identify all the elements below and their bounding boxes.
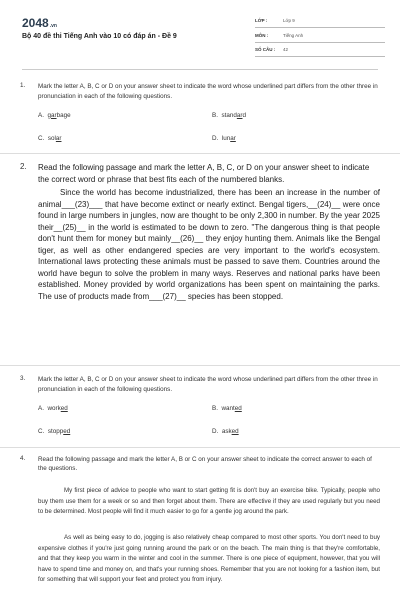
- site-logo[interactable]: 2048.vn: [22, 16, 57, 30]
- question-number: 3.: [20, 375, 26, 382]
- page-header: 2048.vn Bộ 40 đề thi Tiếng Anh vào 10 có đáp án - Đề 9 LỚP : Lớp 9 MÔN : Tiếng Anh SỐ CÂU : 42: [0, 0, 400, 64]
- option-b[interactable]: B. standard: [212, 112, 246, 119]
- option-b[interactable]: B. wanted: [212, 405, 242, 412]
- question-text: Mark the letter A, B, C or D on your answer sheet to indicate the word whose underlined part differs from the other three in pronunciation in each of the following questions.: [38, 376, 378, 393]
- option-a[interactable]: A. worked: [38, 405, 68, 412]
- option-c[interactable]: C. solar: [38, 135, 62, 142]
- option-d[interactable]: D. lunar: [212, 135, 236, 142]
- section-divider: [0, 153, 400, 154]
- option-c[interactable]: C. stopped: [38, 428, 71, 435]
- option-a[interactable]: A. garbage: [38, 112, 71, 119]
- question-number: 2.: [20, 162, 27, 171]
- question-4-paragraph-2: As well as being easy to do, jogging is also relatively cheap compared to most other sports. You don't need to buy expensive clothes if you're just going running around the park or on the beach. The main thing is that they're comfortable, and that they keep you warm in the winter and cool in the summer. There is one piece of equipment, however, that you will have to spend time and money on, and that's your running shoes. Remember that you are not looking for a fashion item, but for something that will support your feet and protect you from injury.: [38, 534, 380, 583]
- section-divider: [0, 365, 400, 366]
- option-d[interactable]: D. asked: [212, 428, 239, 435]
- question-number: 4.: [20, 455, 26, 462]
- question-4-text: Read the following passage and mark the letter A, B or C on your answer sheet to indicate the correct answer to each of the questions.: [38, 456, 372, 472]
- header-divider: [22, 69, 378, 70]
- question-2-text: Read the following passage and mark the letter A, B, C, or D on your answer sheet to indicate the correct word or phrase that best fits each of the numbered blanks.: [38, 163, 370, 184]
- question-4-paragraph-1: My first piece of advice to people who want to start getting fit is don't buy an exercise bike. Typically, people who buy them use them for a week or so and then forget about them. There are effective if they are used regularly but you need to be determined. Most people will find it much easier to go for a gentle jog around the park.: [38, 487, 380, 515]
- question-text: Mark the letter A, B, C or D on your answer sheet to indicate the word whose underlined part differs from the other three in pronunciation in each of the following questions.: [38, 83, 378, 100]
- document-title: Bộ 40 đề thi Tiếng Anh vào 10 có đáp án - Đề 9: [22, 33, 177, 40]
- question-2-passage: Since the world has become industrialized, there has been an increase in the number of animal___(23)___ that have become extinct or nearly extinct. Bengal tigers,__(24)__ were once found in large numbers in jungles, now are thought to be only 2,300 in number. By the year 2025 their__(25)__ in the world is estimated to be down to zero. "The dangerous thing is that people don't hunt them for money but mainly__(26)__ they enjoy hunting them. Animals like the Bengal tiger, as well as other endangered species are very important to the world's ecosystem. International laws protecting these animals must be passed to save them. Countries around the world have begun to solve the problem in many ways. Reserves and national parks have been established. Money provided by world organizations has been spent on maintaining the parks. The use of products made from___(27)__ species has been stopped.: [38, 188, 380, 301]
- section-divider: [0, 447, 400, 448]
- question-number: 1.: [20, 82, 26, 89]
